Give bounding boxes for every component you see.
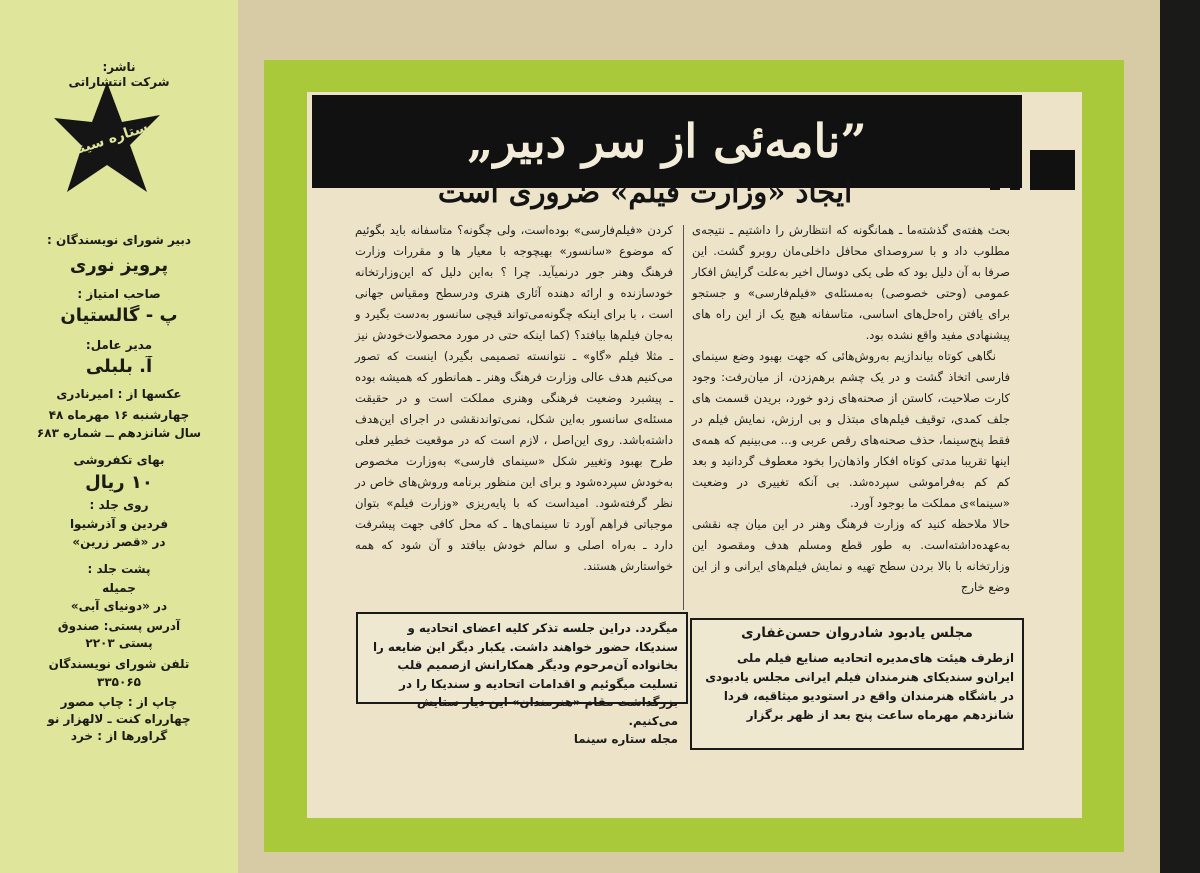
cover-label: روی جلد : xyxy=(89,498,149,512)
masthead-sidebar xyxy=(0,0,238,873)
engraving-credit: گراورها از : خرد xyxy=(70,729,168,743)
memorial-notice-right xyxy=(690,618,1024,750)
banner-bar xyxy=(1010,158,1020,190)
logo-text: ستاره سینما xyxy=(63,119,151,162)
price-label: بهای تکفروشی xyxy=(73,453,165,467)
column-divider xyxy=(683,225,684,610)
banner-block xyxy=(1030,150,1075,190)
photos-credit: عکسها از : امیرنادری xyxy=(56,387,182,401)
issue-date: چهارشنبه ۱۶ مهرماه ۴۸ xyxy=(48,408,190,422)
back-cover-film: در «دونیای آبی» xyxy=(70,599,168,613)
banner-bar xyxy=(990,158,1000,190)
notice-text: میگردد. دراین جلسه تذکر کلیه اعضای اتحادیه و سندیکا، حضور خواهند داشت. یکبار دیگر این ضایعه را بخانواده آن‌مرحوم ودیگر همکارانش ازصمیم قلب تسلیت میگوئیم و اقدامات اتحادیه و سندیکا را در بزرگداشت مقام «هنرمندان» این دیار ستایش می‌کنیم. xyxy=(372,621,678,728)
back-cover-label: پشت جلد : xyxy=(87,562,151,576)
publisher-name: شرکت انتشاراتی xyxy=(68,75,170,89)
owner-label: صاحب امتیاز : xyxy=(77,287,161,301)
publisher-label: ناشر: xyxy=(102,60,136,74)
back-cover-star: جمیله xyxy=(102,581,136,595)
article-subtitle: ایجاد «وزارت فیلم» ضروری است xyxy=(437,175,853,209)
print-address: چهارراه کنت ـ لالهزار نو xyxy=(47,712,191,726)
article-column-right xyxy=(692,220,1010,598)
paragraph: بحث هفته‌ی گذشته‌ما ـ همانگونه که انتظارش را داشتیم ـ نتیجه‌ی مطلوب داد و با سروصدای محافل داخلی‌مان روبرو گشت. این صرفا به آن دلیل بود که طی یکی دوسال اخیر به‌علت گرایش افکار عمومی (وحتی خصوصی) به‌مسئله‌ی «فیلم‌فارسی» و جستجو برای یافتن راه‌حل‌های اساسی، متاسفانه هیچ یک از این راه های پیشنهادی مفید واقع نشده بود. xyxy=(692,223,1010,342)
memorial-notice-left xyxy=(356,612,688,746)
notice-signature: مجله ستاره سینما xyxy=(573,732,678,746)
cover-film: در «قصر زرین» xyxy=(72,535,166,549)
price-value: ۱۰ ریال xyxy=(85,472,153,493)
paragraph: نگاهی کوتاه بیاندازیم به‌روش‌هائی که جهت بهبود وضع سینمای فارسی اتخاذ گشت و در یک چشم برهم‌زدن، از میان‌رفت: وجود کارت صلاحیت، کاستن از صحنه‌های زدو خورد، بریدن قسمت های جلف کمدی، توقیف فیلم‌های مبتذل و بی ارزش، نمایش فیلم در فقط پنج‌سینما، حذف صحنه‌های رقص عربی و... می‌بینیم که همه‌ی اینها تقریبا مدتی کوتاه افکار واذهان‌را بخود معطوف گردانید و بعد کم کم به‌فراموشی سپرده‌شد. بی آنکه تغییری در وضعیت «سینما»ی مملکت ما بوجود آورد. xyxy=(692,349,1010,510)
owner-name: پ - گالستیان xyxy=(60,305,178,326)
postal-box: پستی ۲۲۰۳ xyxy=(85,636,153,650)
phone-number: ۳۳۵۰۶۵ xyxy=(97,675,141,689)
postal-address: آدرس پستی: صندوق xyxy=(57,619,181,633)
editorial-board-label: دبیر شورای نویسندگان : xyxy=(46,233,191,247)
manager-name: آ. بلبلی xyxy=(85,356,153,377)
phone-label: تلفن شورای نویسندگان xyxy=(48,657,190,671)
banner-block xyxy=(960,108,1010,153)
article-column-left xyxy=(355,220,673,577)
editorial-board-name: پرویز نوری xyxy=(69,255,169,276)
manager-label: مدیر عامل: xyxy=(85,338,153,352)
editorial-banner: ”نامه‌ئی از سر دبیر„ xyxy=(312,95,1022,188)
issue-number: سال شانزدهم ــ شماره ۶۸۳ xyxy=(36,426,202,440)
notice-text: ازطرف هیئت های‌مدیره اتحادیه صنایع فیلم ملی ایران‌و سندیکای هنرمندان فیلم ایرانی مجلس یادبودی در باشگاه هنرمندان واقع در استودیو میثاقیه، فردا شانزدهم مهرماه ساعت پنج بعد از ظهر برگزار xyxy=(705,651,1014,722)
paragraph: کردن «فیلم‌فارسی» بوده‌است، ولی چگونه؟ متاسفانه باید بگوئیم که موضوع «سانسور» بهیچوجه با معیار ها و مقررات وزارت فرهنگ وهنر جور درنمیآید. چرا ؟ به‌این دلیل که این‌وزارتخانه خودسازنده و ارائه دهنده آثاری هنری ودرسطح ومقیاس جهانی است ، با برای اینکه چگونه‌می‌تواند قیچی سانسور به‌دست بگیرد و به‌جان فیلم‌ها بیافتد؟ (کما اینکه حتی در مورد محصولات‌خودش نیز ـ مثلا فیلم «گاو» ـ نتوانسته تصمیمی بگیرد) اینست که تصور می‌کنیم هدف عالی وزارت فرهنگ وهنر ـ همانطور که همیشه بوده ـ پیشبرد وضعیت فرهنگی وهنری مملکت است و در حقیقت مسئله‌ی سانسور به‌این شکل، نمی‌تواندنقشی در اجرای این‌هدف داشته‌باشد. روی این‌اصل ، لازم است که در موقعیت خطیر فعلی طرح بهبود وتغییر شکل «سینمای فارسی» به‌وزارت مخصوص به‌خودش سپرده‌شود و برای این منظور برنامه وروش‌های خاص در نظر گرفته‌شود. امیداست که با پایه‌ریزی «وزارت فیلم» بتوان موجباتی فراهم آورد تا سینمای‌ها ـ که محل کافی جهت پیشرفت دارد ـ به‌راه اصلی و سالم خودش بیافتد و آن شود که همه خواستارش هستند. xyxy=(355,223,673,573)
star-logo-icon xyxy=(52,80,162,200)
print-credit: چاپ از : چاپ مصور xyxy=(60,695,178,709)
notice-title: مجلس یادبود شادروان حسن‌غفاری xyxy=(741,625,973,641)
magazine-spine xyxy=(1160,0,1200,873)
paragraph: حالا ملاحظه کنید که وزارت فرهنگ وهنر در این میان چه نقشی به‌عهده‌داشته‌است. به طور قطع ومسلم هدف ومقصود این وزارتخانه با بالا بردن سطح تهیه و نمایش فیلم‌های ایرانی و از این وضع خارج xyxy=(692,517,1010,594)
cover-stars: فردین و آذرشیوا xyxy=(69,517,169,531)
